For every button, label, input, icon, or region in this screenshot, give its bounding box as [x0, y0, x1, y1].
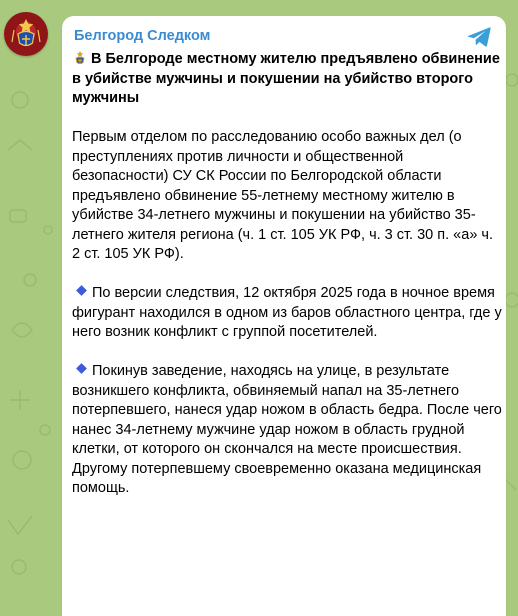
blue-diamond-icon: [76, 285, 87, 296]
channel-name[interactable]: Белгород Следком: [74, 28, 211, 44]
share-button[interactable]: [466, 26, 492, 48]
investigative-committee-emblem-icon: [4, 12, 48, 56]
blue-diamond-icon: [76, 363, 87, 374]
message-bubble: [62, 16, 506, 616]
channel-avatar[interactable]: [4, 12, 48, 56]
bullet-2-text: Покинув заведение, находясь на улице, в результате возникшего конфликта, обвиняемый напал на 35-летнего потерпевшего, нанеся удар ножом в область бедра. После чего нанес 34-летнему мужчине удар ножом в область грудной клетки, от которого он скончался на месте происшествия. Другому потерпевшему своевременно оказана медицинская помощь.: [72, 363, 502, 496]
paragraph-bullet-1: [72, 284, 502, 343]
bullet-1-text: По версии следствия, 12 октября 2025 года в ночное время фигурант находился в одном из баров областного центра, где у него возник конфликт с группой посетителей.: [72, 285, 502, 340]
message-text: [72, 50, 502, 499]
telegram-share-icon: [466, 26, 492, 48]
paragraph-bullet-2: [72, 362, 502, 499]
headline-text: В Белгороде местному жителю предъявлено обвинение в убийстве мужчины и покушении на убийство второго мужчины: [72, 51, 500, 106]
message-headline: [72, 50, 502, 109]
paragraph-intro: Первым отделом по расследованию особо важных дел (о преступлениях против личности и общественной безопасности) СУ СК России по Белгородской области предъявлено обвинение 55-летнему местному жителю в убийстве 34-летнего мужчины и покушении на убийство 35-летнего жителя региона (ч. 1 ст. 105 УК РФ, ч. 3 ст. 30 п. «а» ч. 2 ст. 105 УК РФ).: [72, 129, 493, 262]
police-emblem-icon: [72, 50, 88, 66]
